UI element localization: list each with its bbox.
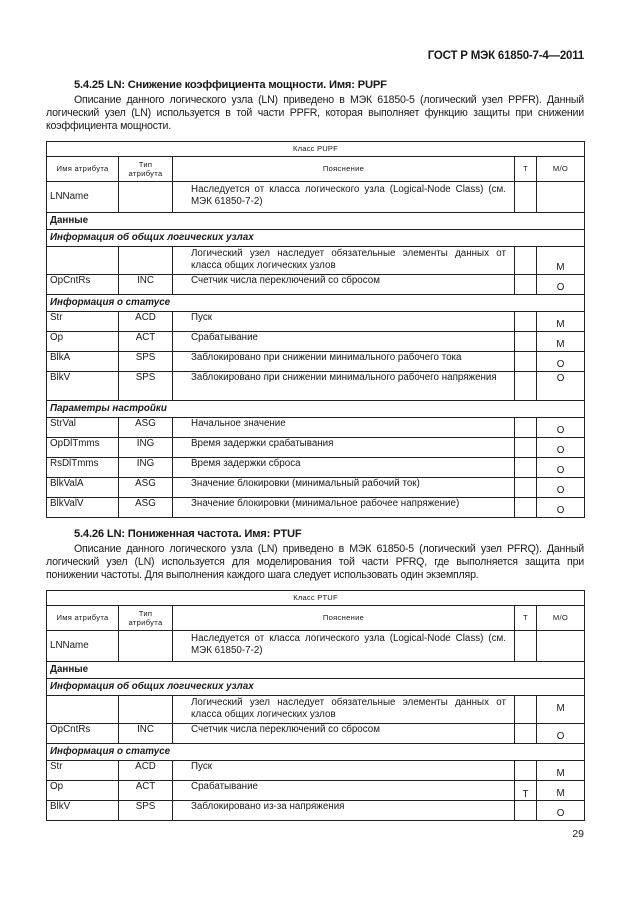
attr-name: OpDlTmms [47,437,119,457]
attr-type: ING [119,457,173,477]
document-header: ГОСТ Р МЭК 61850-7-4—2011 [427,50,584,62]
attr-name: BlkA [47,351,119,371]
attr-name: LNName [47,630,119,661]
table-row [47,497,585,517]
attr-type: ASG [119,497,173,517]
attr-mo: M [537,760,585,780]
attr-type: ACD [119,760,173,780]
group-row [47,229,585,246]
table-row [47,371,585,400]
attr-name [47,695,119,723]
group-label: Информация об общих логических узлах [47,678,585,695]
attr-name: OpCntRs [47,274,119,294]
col-header-t: Т [515,605,537,630]
group-label: Информация об общих логических узлах [47,229,585,246]
attr-t [515,246,537,274]
attr-desc: Начальное значение [173,417,515,437]
page-number: 29 [572,828,584,840]
attr-desc: Время задержки срабатывания [173,437,515,457]
attr-name: BlkValA [47,477,119,497]
group-row [47,400,585,417]
attr-type: ACT [119,780,173,800]
table-row [47,311,585,331]
col-header-desc: Пояснение [173,605,515,630]
attr-name: OpCntRs [47,723,119,743]
attr-t [515,331,537,351]
attr-type [119,695,173,723]
class-table-ptuf [46,590,585,821]
attr-desc: Срабатывание [173,780,515,800]
table-row [47,630,585,661]
attr-name: BlkV [47,800,119,820]
table-row [47,351,585,371]
attr-t [515,800,537,820]
section-ptuf [46,527,584,821]
attr-mo: M [537,311,585,331]
attr-mo: O [537,800,585,820]
attr-desc: Значение блокировки (минимальный рабочий ток) [173,477,515,497]
attr-t [515,457,537,477]
attr-type: ACD [119,311,173,331]
section-description: Описание данного логического узла (LN) приведено в МЭК 61850-5 (логический узел PPFR). Данный логический узел (LN) используется в той части PPFR, которая выполняет функцию защиты при снижении коэффициента мощности. [46,94,584,133]
attr-type: INC [119,274,173,294]
col-header-type: Тип атрибута [119,156,173,181]
attr-mo: O [537,437,585,457]
attr-mo: M [537,695,585,723]
attr-mo: O [537,497,585,517]
attr-mo: O [537,457,585,477]
table-row [47,246,585,274]
attr-t [515,437,537,457]
table-row [47,800,585,820]
attr-t [515,695,537,723]
attr-t [515,274,537,294]
table-row [47,437,585,457]
table-row [47,477,585,497]
section-description: Описание данного логического узла (LN) приведено в МЭК 61850-5 (логический узел PFRQ). Данный логический узел (LN) используется для моделирования той части PFRQ, где выполняется защита при понижении частоты. Для выполнения каждого шага следует использовать один экземпляр. [46,543,584,582]
attr-desc: Время задержки сброса [173,457,515,477]
attr-t [515,760,537,780]
attr-mo: O [537,477,585,497]
attr-desc: Наследуется от класса логического узла (Logical-Node Class) (см. МЭК 61850-7-2) [173,630,515,661]
table-row [47,181,585,212]
attr-name: Str [47,760,119,780]
table-row [47,417,585,437]
attr-mo: M [537,331,585,351]
attr-name: Op [47,780,119,800]
table-row [47,723,585,743]
table-row [47,331,585,351]
attr-mo: O [537,417,585,437]
attr-type: SPS [119,371,173,400]
attr-t [515,723,537,743]
group-row [47,212,585,229]
section-title: 5.4.26 LN: Пониженная частота. Имя: PTUF [74,528,302,540]
attr-desc: Заблокировано при снижении минимального рабочего напряжения [173,371,515,400]
attr-t [515,477,537,497]
table-row [47,274,585,294]
attr-type: ING [119,437,173,457]
attr-mo: O [537,274,585,294]
attr-desc: Счетчик числа переключений со сбросом [173,274,515,294]
attr-name: Str [47,311,119,331]
attr-type: ASG [119,417,173,437]
attr-t: T [515,780,537,800]
attr-t [515,311,537,331]
table-row [47,780,585,800]
class-caption: Класс PTUF [47,590,585,605]
group-row [47,678,585,695]
attr-desc: Заблокировано из-за напряжения [173,800,515,820]
attr-t [515,497,537,517]
attr-name: RsDlTmms [47,457,119,477]
section-pupf [46,78,584,518]
attr-name [47,246,119,274]
attr-t [515,417,537,437]
attr-desc: Пуск [173,311,515,331]
attr-t [515,371,537,400]
data-label: Данные [47,661,585,678]
data-label: Данные [47,212,585,229]
group-label: Информация о статусе [47,743,585,760]
class-caption: Класс PUPF [47,141,585,156]
attr-t [515,351,537,371]
group-row [47,661,585,678]
section-title: 5.4.25 LN: Снижение коэффициента мощности. Имя: PUPF [74,79,387,91]
attr-mo: O [537,723,585,743]
col-header-type: Тип атрибута [119,605,173,630]
attr-mo: M [537,246,585,274]
group-label: Информация о статусе [47,294,585,311]
col-header-t: Т [515,156,537,181]
attr-name: Op [47,331,119,351]
table-row [47,760,585,780]
attr-desc: Пуск [173,760,515,780]
attr-name: StrVal [47,417,119,437]
attr-name: BlkV [47,371,119,400]
group-row [47,294,585,311]
attr-mo: M [537,780,585,800]
attr-type: SPS [119,800,173,820]
attr-type: ACT [119,331,173,351]
col-header-mo: М/О [537,156,585,181]
class-table-pupf [46,141,585,518]
col-header-name: Имя атрибута [47,605,119,630]
attr-desc: Значение блокировки (минимальное рабочее напряжение) [173,497,515,517]
col-header-mo: М/О [537,605,585,630]
attr-mo: O [537,371,585,400]
col-header-desc: Пояснение [173,156,515,181]
attr-desc: Заблокировано при снижении минимального рабочего тока [173,351,515,371]
attr-desc: Логический узел наследует обязательные элементы данных от класса общих логических узлов [173,246,515,274]
attr-desc: Счетчик числа переключений со сбросом [173,723,515,743]
attr-mo: O [537,351,585,371]
group-row [47,743,585,760]
attr-name: LNName [47,181,119,212]
attr-type: ASG [119,477,173,497]
attr-desc: Срабатывание [173,331,515,351]
col-header-name: Имя атрибута [47,156,119,181]
attr-type [119,246,173,274]
attr-desc: Логический узел наследует обязательные элементы данных от класса общих логических узлов [173,695,515,723]
attr-name: BlkValV [47,497,119,517]
attr-type: SPS [119,351,173,371]
attr-type: INC [119,723,173,743]
table-row [47,457,585,477]
group-label: Параметры настройки [47,400,585,417]
table-row [47,695,585,723]
attr-desc: Наследуется от класса логического узла (Logical-Node Class) (см. МЭК 61850-7-2) [173,181,515,212]
